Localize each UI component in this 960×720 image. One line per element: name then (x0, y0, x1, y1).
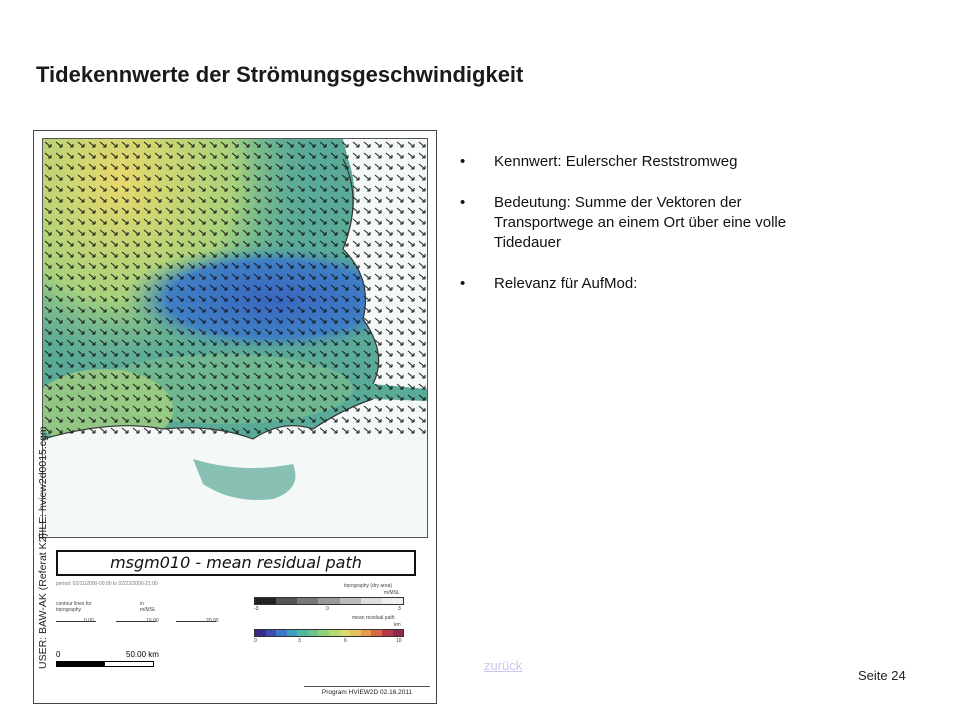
path-swatch-9 (340, 630, 351, 636)
path-swatch-4 (287, 630, 298, 636)
scale-bar (56, 661, 154, 667)
map-title: msgm010 - mean residual path (56, 550, 416, 576)
scale-km-label: 50.00 km (126, 650, 159, 659)
path-legend-unit: km (394, 622, 401, 628)
contour-value-3: 20.00 (206, 618, 219, 624)
contour-value-2: 10.00 (146, 618, 159, 624)
path-swatch-7 (318, 630, 329, 636)
back-link[interactable]: zurück (484, 658, 523, 673)
path-swatch-10 (350, 630, 361, 636)
path-swatch-5 (297, 630, 308, 636)
path-swatch-3 (276, 630, 287, 636)
map-figure (33, 130, 437, 704)
path-swatch-14 (393, 630, 404, 636)
path-swatch-1 (255, 630, 266, 636)
residual-path-map (42, 138, 428, 538)
program-label: Program HVIEW2D 02.16.2011 (304, 686, 430, 698)
path-swatch-6 (308, 630, 319, 636)
file-label: FILE: hview2d0015.cgm (37, 426, 49, 539)
scale-zero-label: 0 (56, 650, 61, 659)
contour-label-2: topography (56, 607, 82, 613)
topo-tick-1: -3 (254, 606, 259, 612)
slide-title: Tidekennwerte der Strömungsgeschwindigkeit (36, 62, 524, 87)
page-number: Seite 24 (858, 668, 906, 683)
path-tick-1: 0 (254, 638, 257, 644)
topo-swatch-1 (255, 598, 276, 604)
topo-swatch-3 (297, 598, 318, 604)
contour-unit-2: m/MSL (140, 607, 156, 613)
path-tick-3: 6 (344, 638, 347, 644)
path-swatch-11 (361, 630, 372, 636)
topo-swatch-2 (276, 598, 297, 604)
path-colorbar (254, 629, 404, 637)
user-label: USER: BAW-AK (Referat K2) (37, 533, 49, 669)
bullet-item-bedeutung: • Bedeutung: Summe der Vektoren der Transportwege an einem Ort über eine volle Tidedauer (460, 193, 820, 253)
bullet-list (460, 152, 820, 315)
contour-label-1: contour lines for (56, 601, 92, 607)
path-swatch-12 (371, 630, 382, 636)
path-swatch-2 (266, 630, 277, 636)
topo-tick-3: 3 (398, 606, 401, 612)
topo-legend-unit: m/MSL (384, 590, 400, 596)
topo-colorbar (254, 597, 404, 605)
topo-tick-2: 0 (326, 606, 329, 612)
topo-swatch-7 (382, 598, 403, 604)
topo-swatch-5 (340, 598, 361, 604)
path-tick-2: 3 (298, 638, 301, 644)
path-swatch-8 (329, 630, 340, 636)
topo-swatch-6 (361, 598, 382, 604)
topo-swatch-4 (318, 598, 339, 604)
path-swatch-13 (382, 630, 393, 636)
map-image (43, 139, 427, 537)
path-legend-title: mean residual path (352, 615, 395, 621)
contour-unit-1: in (140, 601, 144, 607)
bullet-item-relevanz: • Relevanz für AufMod: (460, 274, 820, 294)
period-text: period: 02/11/2000-00:00 to 02/23/2000-21:00 (56, 581, 158, 587)
bullet-item-kennwert: • Kennwert: Eulerscher Reststromweg (460, 152, 820, 172)
path-tick-4: 10 (396, 638, 402, 644)
topo-legend-title: topography (dry area) (344, 583, 393, 589)
contour-value-1: 0.00 (84, 618, 94, 624)
